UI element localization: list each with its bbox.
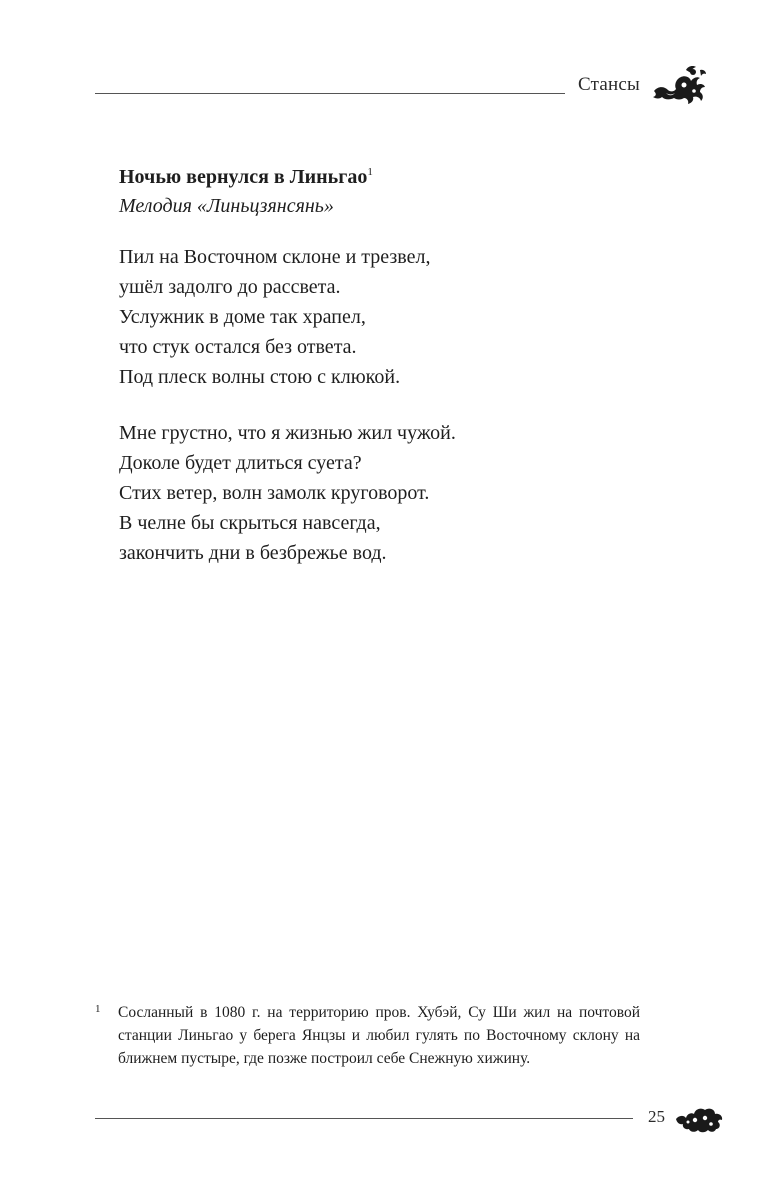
- poem-title: [119, 162, 679, 192]
- footnote-reference: 1: [367, 166, 373, 178]
- running-title: Стансы: [578, 74, 640, 95]
- poem-line: Мне грустно, что я жизнью жил чужой.: [119, 422, 456, 444]
- poem-title-text: Ночью вернулся в Линьгао: [119, 166, 368, 188]
- poem-line: что стук остался без ответа.: [119, 336, 357, 358]
- stanza-1: [119, 242, 679, 392]
- footer-rule: [95, 1118, 633, 1119]
- poem-melody: Мелодия «Линьцзянсянь»: [119, 195, 334, 217]
- stanza-2: [119, 418, 679, 568]
- poem-line: Пил на Восточном склоне и трезвел,: [119, 246, 431, 268]
- poem-line: Под плеск волны стою с клюкой.: [119, 366, 401, 388]
- poem-line: В челне бы скрыться навсегда,: [119, 512, 381, 534]
- footnote-marker: 1: [95, 1003, 101, 1015]
- header-rule: [95, 93, 565, 94]
- footnote-text: Сосланный в 1080 г. на территорию пров. Хубэй, Су Ши жил на почтовой станции Линьгао у берега Янцзы и любил гулять по Восточному склону на ближнем пустыре, где позже построил себе Снежную хижину.: [118, 1004, 640, 1067]
- footnote: [95, 1001, 640, 1070]
- cloud-ornament-icon: [674, 1103, 724, 1133]
- poem-line: Стих ветер, волн замолк круговорот.: [119, 482, 430, 504]
- poem-line: Доколе будет длиться суета?: [119, 452, 362, 474]
- poem-line: ушёл задолго до рассвета.: [119, 276, 341, 298]
- dragon-ornament-icon: [650, 64, 708, 106]
- poem-line: Услужник в доме так храпел,: [119, 306, 366, 328]
- poem-line: закончить дни в безбрежье вод.: [119, 542, 387, 564]
- poem: [119, 162, 679, 568]
- page-number: 25: [648, 1107, 665, 1126]
